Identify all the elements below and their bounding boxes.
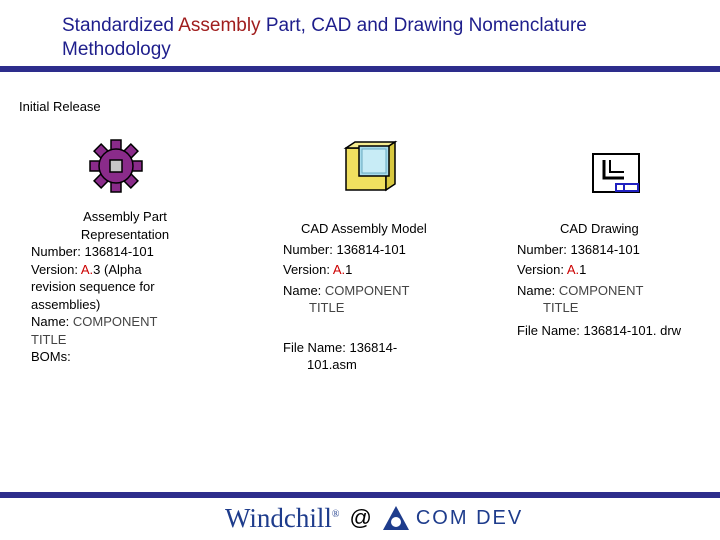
drawing-name-line2: TITLE — [543, 300, 579, 315]
comdev-logo-icon — [382, 505, 410, 531]
version-tail: 3 (Alpha — [93, 261, 142, 277]
drawing-version — [517, 261, 707, 279]
cad-version — [283, 261, 473, 279]
cad-drawing-details — [517, 220, 707, 339]
version-label: Version: — [517, 262, 567, 277]
name-label: Name: — [283, 282, 325, 298]
bottom-divider — [0, 492, 720, 498]
comdev-text: COM DEV — [415, 506, 524, 529]
cad-model-details — [283, 220, 473, 374]
part-version-line3: assemblies) — [31, 296, 101, 312]
version-value: A. — [566, 262, 580, 277]
drawing-heading: CAD Drawing — [560, 221, 639, 236]
at-symbol: @ — [349, 505, 372, 530]
cad-heading: CAD Assembly Model — [301, 221, 427, 236]
cad-file-name-line2: 101.asm — [307, 357, 357, 372]
part-heading-line2: Representation — [80, 226, 170, 242]
version-label: Version: — [283, 262, 333, 277]
version-value: A. — [332, 262, 346, 277]
windchill-text: Windchill — [225, 502, 332, 533]
version-label: Version: — [31, 261, 81, 277]
subtitle: Initial Release — [19, 99, 101, 114]
title-text-rest: Part, CAD and Drawing Nomenclature — [260, 15, 587, 36]
name-value: COMPONENT — [558, 282, 644, 298]
title-accent: Assembly — [178, 15, 261, 36]
cad-name — [283, 282, 473, 300]
drawing-number: Number: 136814-101 — [517, 241, 640, 257]
windchill-logo — [225, 503, 340, 534]
version-tail: 1 — [345, 262, 353, 277]
part-name — [31, 313, 211, 331]
registered-mark: ® — [331, 508, 340, 520]
part-version — [31, 261, 211, 279]
name-label: Name: — [31, 314, 73, 329]
part-name-line2: TITLE — [31, 331, 67, 347]
part-boms: BOMs: — [31, 349, 71, 364]
part-version-line2: revision sequence for — [31, 279, 155, 294]
title-text: Standardized — [62, 15, 179, 36]
part-number: Number: 136814-101 — [31, 244, 154, 259]
cad-number: Number: 136814-101 — [283, 241, 406, 257]
title-line2: Methodology — [62, 39, 171, 60]
assembly-part-details — [31, 208, 211, 366]
drawing-icon — [590, 152, 642, 194]
drawing-name — [517, 282, 707, 300]
gear-icon — [88, 138, 144, 194]
name-value: COMPONENT — [324, 282, 410, 298]
top-divider — [0, 66, 720, 72]
footer-logos — [225, 502, 523, 534]
drawing-file-name: File Name: 136814-101. drw — [517, 322, 682, 338]
part-heading: Assembly Part — [83, 209, 167, 224]
cad-model-icon — [343, 140, 401, 196]
name-value: COMPONENT — [72, 314, 158, 329]
name-label: Name: — [517, 282, 559, 298]
page-title — [62, 14, 682, 62]
cad-name-line2: TITLE — [309, 300, 345, 315]
version-value: A. — [80, 261, 94, 277]
version-tail: 1 — [579, 262, 587, 277]
cad-file-name: File Name: 136814- — [283, 339, 398, 355]
